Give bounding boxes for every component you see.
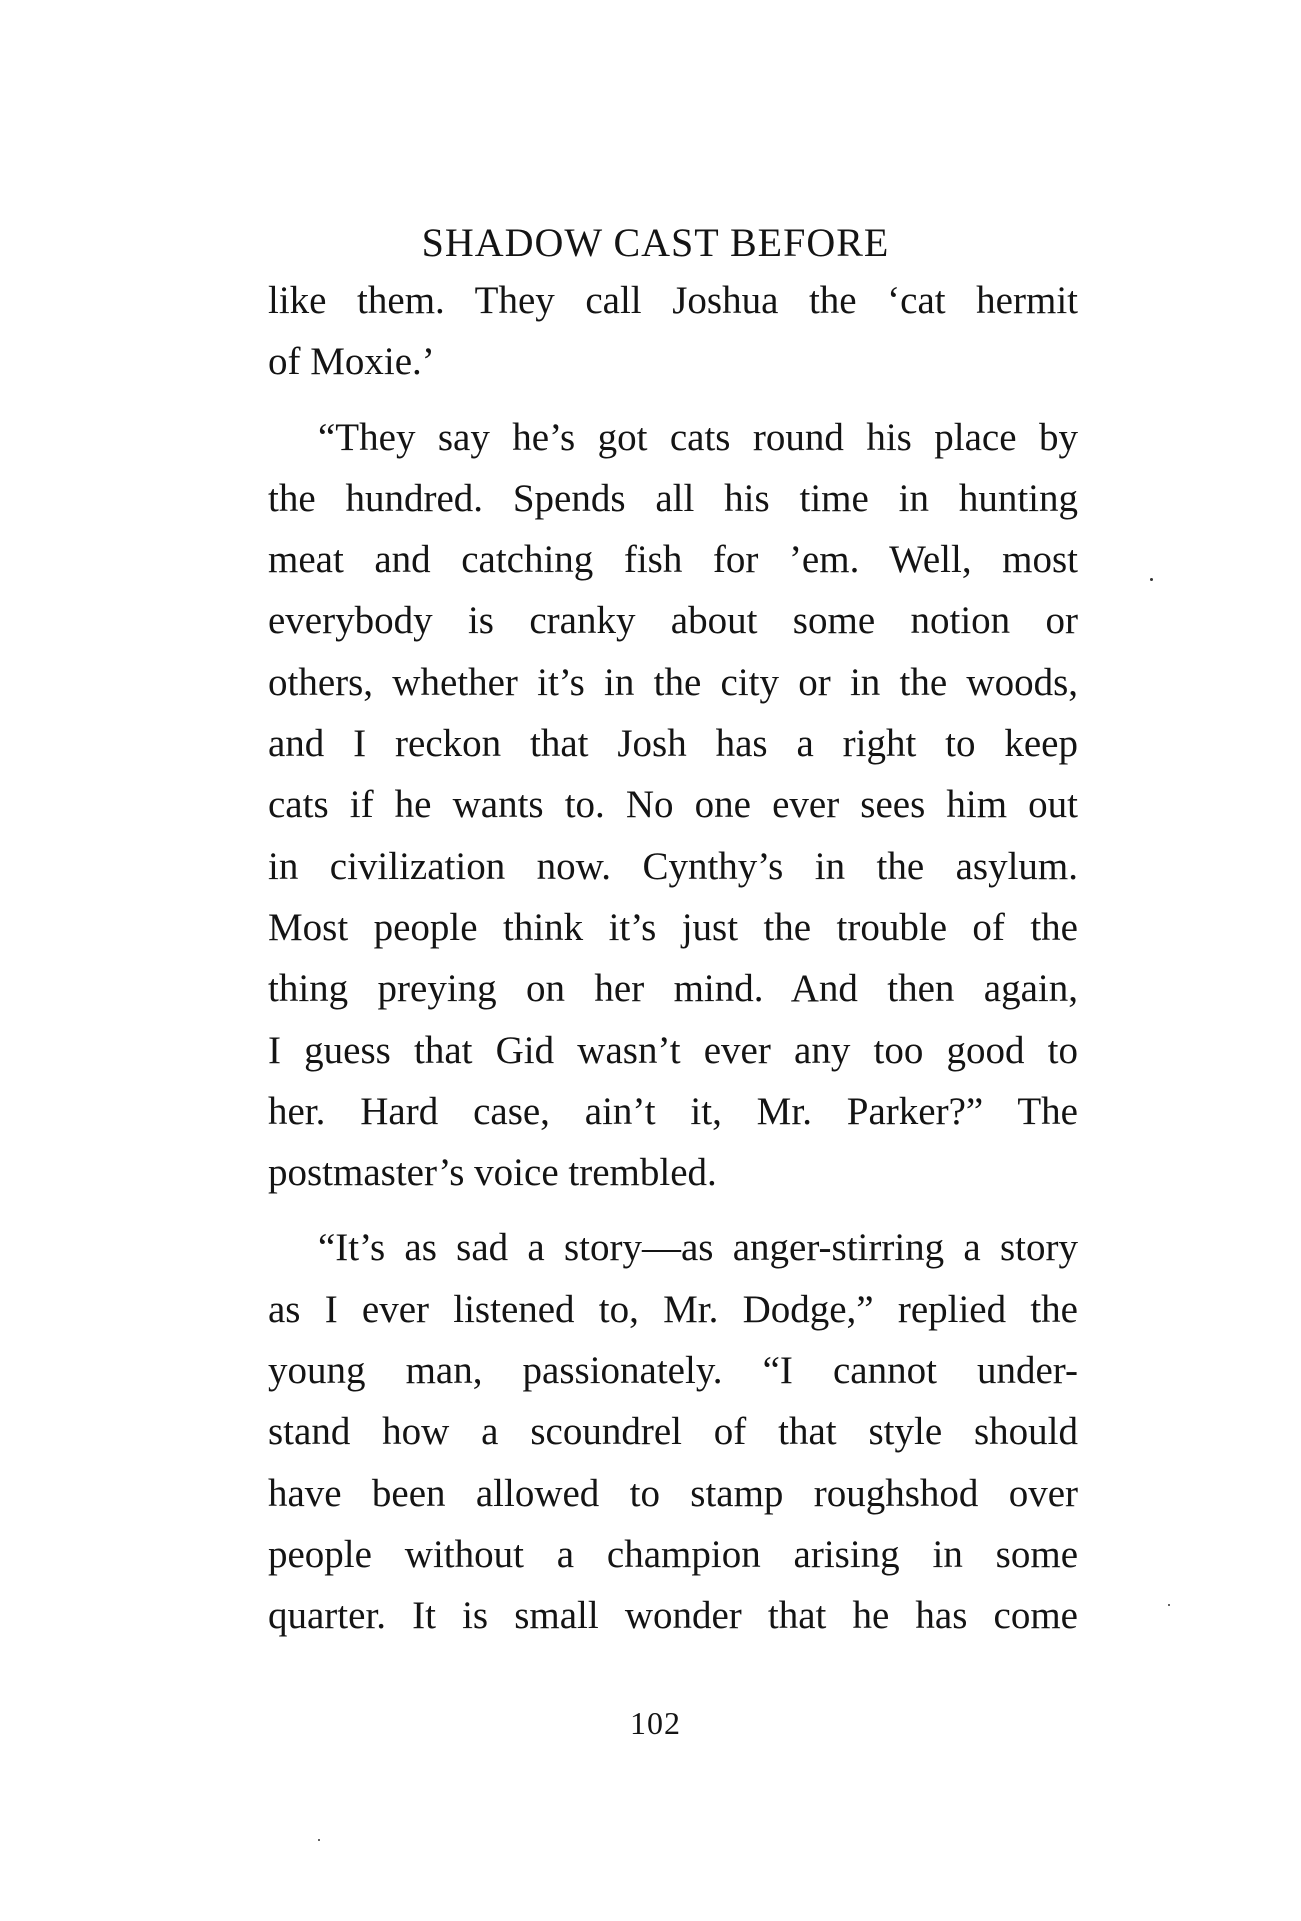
body-text bbox=[268, 270, 1078, 1647]
text-line: everybody is cranky about some notion or bbox=[268, 599, 1078, 643]
text-line: like them. They call Joshua the ‘cat hermit bbox=[268, 279, 1078, 322]
text-line: of Moxie.’ bbox=[268, 340, 435, 384]
print-speck bbox=[1168, 1604, 1170, 1606]
text-line: Most people think it’s just the trouble of the bbox=[268, 905, 1078, 949]
text-line: in civilization now. Cynthy’s in the asylum. bbox=[268, 844, 1078, 888]
text-line: quarter. It is small wonder that he has come bbox=[268, 1594, 1078, 1638]
page-number: 102 bbox=[630, 1705, 681, 1741]
text-line: stand how a scoundrel of that style should bbox=[268, 1410, 1078, 1454]
text-line: thing preying on her mind. And then again, bbox=[268, 967, 1078, 1011]
text-line: postmaster’s voice trembled. bbox=[268, 1151, 717, 1195]
text-line: the hundred. Spends all his time in hunting bbox=[268, 476, 1078, 520]
print-speck bbox=[318, 1839, 320, 1841]
text-line: as I ever listened to, Mr. Dodge,” replied the bbox=[268, 1287, 1078, 1331]
print-speck bbox=[1150, 578, 1153, 581]
paragraph bbox=[268, 270, 1078, 393]
text-line: meat and catching fish for ’em. Well, most bbox=[268, 538, 1078, 582]
text-line: her. Hard case, ain’t it, Mr. Parker?” The bbox=[268, 1089, 1078, 1133]
text-line: have been allowed to stamp roughshod over bbox=[268, 1471, 1078, 1515]
paragraph bbox=[268, 1217, 1078, 1646]
text-line: others, whether it’s in the city or in the woods, bbox=[268, 660, 1078, 704]
paragraph bbox=[268, 407, 1078, 1204]
text-line: I guess that Gid wasn’t ever any too good to bbox=[268, 1028, 1078, 1072]
text-line: “They say he’s got cats round his place by bbox=[318, 415, 1078, 459]
text-line: and I reckon that Josh has a right to keep bbox=[268, 722, 1078, 766]
running-head: SHADOW CAST BEFORE bbox=[421, 220, 890, 265]
text-line: cats if he wants to. No one ever sees him out bbox=[268, 783, 1078, 827]
text-line: “It’s as sad a story—as anger-stirring a story bbox=[318, 1226, 1078, 1270]
text-line: young man, passionately. “I cannot under- bbox=[268, 1349, 1078, 1393]
text-line: people without a champion arising in some bbox=[268, 1532, 1078, 1576]
